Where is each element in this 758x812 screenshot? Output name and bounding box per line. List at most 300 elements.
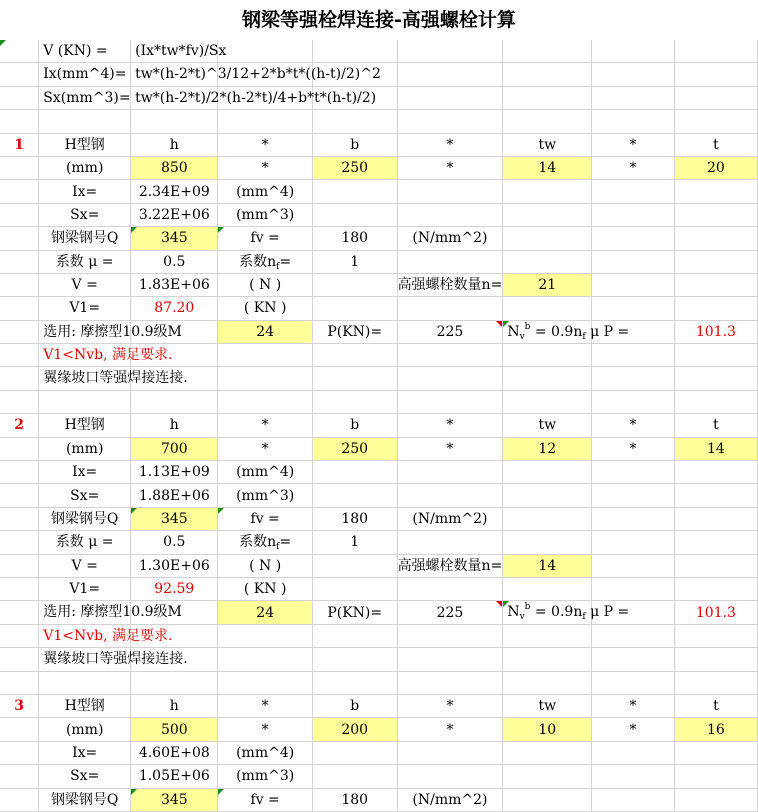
nvb-formula: $Nv^b = 0.9nf$ μ P = xyxy=(507,321,630,342)
bolt-count-label-text: 高强螺栓数量n= xyxy=(397,557,503,574)
sheet-title: 钢梁等强栓焊连接-高强螺栓计算 xyxy=(242,9,516,31)
fv-label-text: fv = xyxy=(250,230,280,247)
grid-cell xyxy=(503,110,592,133)
grid-row xyxy=(0,110,758,133)
grid-cell xyxy=(312,40,397,63)
star xyxy=(397,718,503,741)
steel-grade-label xyxy=(39,507,131,530)
star xyxy=(218,437,312,460)
h-value-cell[interactable] xyxy=(131,156,218,179)
weld-note: 翼缘坡口等强焊接连接. xyxy=(43,651,188,668)
grid-cell xyxy=(131,320,218,343)
grid-cell xyxy=(592,110,675,133)
tw-header xyxy=(503,414,592,437)
steel-grade-label xyxy=(39,227,131,250)
p-value xyxy=(397,320,503,343)
star-text: * xyxy=(446,698,454,715)
b-header-text: b xyxy=(350,417,360,434)
grid-cell xyxy=(397,577,503,600)
tw-value-cell[interactable] xyxy=(503,718,592,741)
nf-label: 系数nf= xyxy=(239,534,292,553)
bolt-size-cell[interactable] xyxy=(218,320,312,343)
ix-value-text: 4.60E+08 xyxy=(138,744,210,761)
fv-label-text: fv = xyxy=(250,511,280,527)
check-result: V1<Nvb, 满足要求. xyxy=(43,347,173,364)
grid-cell xyxy=(674,86,757,109)
grid-cell xyxy=(592,648,675,671)
sx-label-text: Sx= xyxy=(70,206,100,223)
grid-row xyxy=(0,718,758,741)
ix-value xyxy=(131,461,218,484)
ix-value-text: 2.34E+09 xyxy=(138,183,210,200)
grid-cell xyxy=(131,648,218,671)
sx-value xyxy=(131,484,218,507)
nvb-value xyxy=(674,601,757,624)
grid-cell xyxy=(312,86,397,109)
grid-cell xyxy=(312,110,397,133)
grid-row xyxy=(0,624,758,647)
nvb-cell xyxy=(503,601,630,624)
grid-cell xyxy=(131,86,377,109)
nvb-value xyxy=(674,320,757,343)
b-header-text: b xyxy=(350,698,360,715)
grid-cell xyxy=(218,671,312,694)
grid-cell xyxy=(674,531,757,554)
grid-cell xyxy=(0,40,39,63)
sx-label xyxy=(39,765,131,788)
section-label-text: H型钢 xyxy=(64,698,105,715)
grid-cell xyxy=(592,273,675,296)
star xyxy=(592,437,675,460)
grid-cell xyxy=(592,507,675,530)
nf-label-cell xyxy=(218,531,312,554)
grid-cell xyxy=(0,63,39,86)
star-text: * xyxy=(629,721,637,738)
star xyxy=(592,156,675,179)
comment-marker xyxy=(218,508,224,514)
b-value-cell[interactable] xyxy=(312,718,397,741)
grid-cell xyxy=(592,320,675,343)
unit-kn xyxy=(218,577,312,600)
select-label: 选用: 摩擦型10.9级M xyxy=(43,604,182,621)
grid-cell xyxy=(39,344,173,367)
h-value-cell-text: 850 xyxy=(160,160,188,177)
grid-cell xyxy=(0,437,39,460)
grid-cell xyxy=(0,741,39,764)
grid-cell xyxy=(674,461,757,484)
unit-mm-text: (mm) xyxy=(65,160,104,177)
unit-mm3 xyxy=(218,484,312,507)
grid-cell xyxy=(39,367,188,390)
grid-cell xyxy=(592,227,675,250)
unit-mm xyxy=(39,718,131,741)
grid-cell xyxy=(131,367,218,390)
grid-cell xyxy=(503,250,592,273)
ix-value xyxy=(131,741,218,764)
star xyxy=(397,437,503,460)
fv-value-text: 180 xyxy=(341,511,369,527)
grid-cell xyxy=(0,367,39,390)
h-header-text: h xyxy=(169,136,179,153)
formula-v-expr: (Ix*tw*fv)/Sx xyxy=(135,43,227,59)
tw-header xyxy=(503,694,592,717)
grid-cell xyxy=(397,648,503,671)
grid-cell xyxy=(674,250,757,273)
grid-cell xyxy=(312,63,397,86)
grid-cell xyxy=(674,203,757,226)
bolt-size-cell-text: 24 xyxy=(256,604,275,621)
formula-v-label: V (KN) = xyxy=(43,43,108,59)
t-header-text: t xyxy=(713,698,719,715)
grid-cell xyxy=(674,344,757,367)
comment-marker xyxy=(496,601,502,607)
comment-marker xyxy=(131,227,137,233)
unit-mm4 xyxy=(218,180,312,203)
tw-value-cell[interactable] xyxy=(503,156,592,179)
bolt-count-cell-text: 14 xyxy=(538,557,557,574)
grid-cell xyxy=(0,273,39,296)
steel-grade-cell[interactable] xyxy=(131,788,218,811)
grid-cell xyxy=(503,63,592,86)
sx-label-text: Sx= xyxy=(70,487,100,504)
grid-cell xyxy=(397,624,503,647)
p-value-text: 225 xyxy=(436,604,464,621)
grid-row xyxy=(0,671,758,694)
unit-mm4-text: (mm^4) xyxy=(236,744,295,761)
comment-marker xyxy=(131,789,137,795)
grid-cell xyxy=(503,344,592,367)
v1-label-text: V1= xyxy=(69,581,101,598)
grid-row xyxy=(0,484,758,507)
grid-cell xyxy=(0,180,39,203)
grid-cell xyxy=(0,461,39,484)
unit-n-text: ( N ) xyxy=(249,277,282,294)
grid-row xyxy=(0,741,758,764)
grid-cell xyxy=(592,531,675,554)
unit-mm4 xyxy=(218,741,312,764)
steel-grade-label xyxy=(39,788,131,811)
grid-cell xyxy=(592,63,675,86)
grid-cell xyxy=(312,344,397,367)
star xyxy=(397,414,503,437)
grid-row xyxy=(0,390,758,413)
star-text: * xyxy=(629,698,637,715)
star xyxy=(397,694,503,717)
formula-ix-label: Ix(mm^4)= xyxy=(43,66,127,83)
mu-value xyxy=(131,250,218,273)
bolt-count-label xyxy=(397,554,503,577)
grid-cell xyxy=(0,601,39,624)
sx-label xyxy=(39,484,131,507)
p-value-text: 225 xyxy=(436,323,464,340)
nvb-cell xyxy=(503,320,630,343)
grid-cell xyxy=(39,110,131,133)
grid-cell xyxy=(0,390,39,413)
grid-cell xyxy=(674,741,757,764)
grid-cell xyxy=(131,624,218,647)
star-text: * xyxy=(629,160,637,177)
grid-cell xyxy=(397,461,503,484)
grid-cell xyxy=(674,180,757,203)
t-value-cell[interactable] xyxy=(674,718,757,741)
grid-row xyxy=(0,648,758,671)
fv-label xyxy=(218,227,312,250)
grid-cell xyxy=(312,180,397,203)
grid-cell xyxy=(39,624,173,647)
grid-cell xyxy=(39,40,131,63)
grid-cell xyxy=(0,507,39,530)
fv-value xyxy=(312,227,397,250)
bolt-size-cell[interactable] xyxy=(218,601,312,624)
sx-value xyxy=(131,765,218,788)
b-header-text: b xyxy=(350,136,360,153)
tw-header xyxy=(503,133,592,156)
grid-cell xyxy=(0,671,39,694)
grid-cell xyxy=(503,531,592,554)
grid-cell xyxy=(0,227,39,250)
section-label xyxy=(39,694,131,717)
sx-label-text: Sx= xyxy=(70,768,100,785)
grid-row xyxy=(0,601,758,624)
grid-cell xyxy=(218,40,312,63)
nf-value-text: 1 xyxy=(350,534,360,551)
b-header xyxy=(312,414,397,437)
section-label xyxy=(39,133,131,156)
grid-row xyxy=(0,86,758,109)
grid-cell xyxy=(503,507,592,530)
h-header xyxy=(131,133,218,156)
tw-value-cell-text: 14 xyxy=(538,160,557,177)
grid-cell xyxy=(312,624,397,647)
grid-row xyxy=(0,203,758,226)
grid-cell xyxy=(503,86,592,109)
grid-cell xyxy=(397,297,503,320)
grid-cell xyxy=(131,390,218,413)
grid-cell xyxy=(397,63,503,86)
grid-cell xyxy=(312,554,397,577)
grid-cell xyxy=(503,624,592,647)
grid-cell xyxy=(592,671,675,694)
grid-row xyxy=(0,344,758,367)
star-text: * xyxy=(261,721,269,738)
grid-cell xyxy=(592,250,675,273)
star-text: * xyxy=(261,440,269,457)
star-text: * xyxy=(261,136,269,153)
v-value xyxy=(131,554,218,577)
grid-cell xyxy=(592,203,675,226)
select-label: 选用: 摩擦型10.9级M xyxy=(43,323,182,340)
tw-value-cell[interactable] xyxy=(503,437,592,460)
unit-n xyxy=(218,554,312,577)
nvb-value-text: 101.3 xyxy=(695,604,736,621)
star xyxy=(592,718,675,741)
h-value-cell[interactable] xyxy=(131,437,218,460)
b-value-cell-text: 200 xyxy=(341,721,369,738)
weld-note: 翼缘坡口等强焊接连接. xyxy=(43,370,188,387)
grid-cell xyxy=(218,86,312,109)
grid-cell xyxy=(503,765,592,788)
v-value-text: 1.30E+06 xyxy=(138,557,210,574)
grid-cell xyxy=(39,86,131,109)
b-value-cell-text: 250 xyxy=(341,440,369,457)
mu-label xyxy=(39,250,131,273)
steel-grade-label-text: 钢梁钢号Q xyxy=(50,511,119,527)
ix-value-text: 1.13E+09 xyxy=(138,464,210,481)
p-label-text: P(KN)= xyxy=(327,604,383,621)
grid-cell xyxy=(0,320,39,343)
steel-grade-cell-text: 345 xyxy=(160,511,188,527)
p-value xyxy=(397,601,503,624)
sx-value-text: 3.22E+06 xyxy=(138,206,210,223)
t-value-cell-text: 20 xyxy=(707,160,725,177)
unit-n-text: ( N ) xyxy=(249,557,282,574)
comment-marker xyxy=(218,789,224,795)
ix-label-text: Ix= xyxy=(72,464,98,481)
grid-cell xyxy=(39,671,131,694)
bolt-count-cell-text: 21 xyxy=(538,277,557,294)
bolt-size-cell-text: 24 xyxy=(256,323,275,340)
grid-cell xyxy=(0,484,39,507)
grid-cell xyxy=(592,390,675,413)
nf-value-text: 1 xyxy=(350,253,360,270)
ix-label xyxy=(39,180,131,203)
unit-mm-text: (mm) xyxy=(65,721,104,738)
ix-label-text: Ix= xyxy=(72,744,98,761)
star-text: * xyxy=(629,417,637,434)
grid-cell xyxy=(674,40,757,63)
nf-label-cell xyxy=(218,250,312,273)
comment-marker xyxy=(0,40,6,46)
grid-cell xyxy=(0,156,39,179)
grid-row xyxy=(0,531,758,554)
star xyxy=(592,694,675,717)
grid-cell xyxy=(397,180,503,203)
tw-header-text: tw xyxy=(538,698,557,715)
grid-cell xyxy=(397,671,503,694)
nvb-value-text: 101.3 xyxy=(695,323,736,340)
v-label xyxy=(39,273,131,296)
grid-cell xyxy=(312,671,397,694)
grid-cell xyxy=(503,671,592,694)
grid-row xyxy=(0,765,758,788)
grid-cell xyxy=(218,367,312,390)
grid-cell xyxy=(674,788,757,811)
t-value-cell-text: 14 xyxy=(707,440,725,457)
grid-row xyxy=(0,437,758,460)
grid-cell xyxy=(503,40,592,63)
grid-cell xyxy=(312,273,397,296)
grid-row xyxy=(0,156,758,179)
star-text: * xyxy=(261,417,269,434)
bolt-count-label-text: 高强螺栓数量n= xyxy=(397,277,503,294)
formula-sx-label: Sx(mm^3)= xyxy=(43,89,131,106)
t-value-cell[interactable] xyxy=(674,156,757,179)
h-value-cell-text: 700 xyxy=(160,440,188,457)
grid-cell xyxy=(218,63,312,86)
b-value-cell[interactable] xyxy=(312,156,397,179)
grid-cell xyxy=(503,648,592,671)
grid-cell xyxy=(0,577,39,600)
steel-grade-cell-text: 345 xyxy=(160,791,188,808)
b-value-cell[interactable] xyxy=(312,437,397,460)
h-value-cell[interactable] xyxy=(131,718,218,741)
unit-nmm2 xyxy=(397,227,503,250)
fv-value-text: 180 xyxy=(341,791,369,808)
t-header xyxy=(674,414,757,437)
steel-grade-cell[interactable] xyxy=(131,507,218,530)
grid-row xyxy=(0,577,758,600)
grid-cell xyxy=(503,367,592,390)
grid-cell xyxy=(397,484,503,507)
grid-cell xyxy=(503,741,592,764)
steel-grade-label-text: 钢梁钢号Q xyxy=(50,230,119,247)
v1-value-text: 87.20 xyxy=(154,300,195,317)
grid-cell xyxy=(397,250,503,273)
star xyxy=(218,718,312,741)
fv-value xyxy=(312,788,397,811)
grid-cell xyxy=(131,40,227,63)
grid-cell xyxy=(592,344,675,367)
grid-cell xyxy=(674,390,757,413)
grid-row xyxy=(0,320,758,343)
grid-cell xyxy=(0,110,39,133)
grid-cell xyxy=(131,601,218,624)
grid-row xyxy=(0,297,758,320)
b-header xyxy=(312,694,397,717)
grid-cell xyxy=(0,718,39,741)
grid-cell xyxy=(397,741,503,764)
v1-label-text: V1= xyxy=(69,300,101,317)
bolt-count-cell[interactable] xyxy=(503,554,592,577)
mu-value-text: 0.5 xyxy=(163,253,186,270)
grid-cell xyxy=(312,297,397,320)
grid-cell xyxy=(312,461,397,484)
ix-label-text: Ix= xyxy=(72,183,98,200)
grid-cell xyxy=(397,203,503,226)
grid-row xyxy=(0,367,758,390)
h-value-cell-text: 500 xyxy=(160,721,188,738)
grid-cell xyxy=(674,110,757,133)
formula-sx-expr: tw*(h-2*t)/2*(h-2*t)/4+b*t*(h-t)/2) xyxy=(135,89,377,106)
grid-cell xyxy=(312,484,397,507)
t-value-cell[interactable] xyxy=(674,437,757,460)
star-text: * xyxy=(446,440,454,457)
grid-row xyxy=(0,554,758,577)
grid-cell xyxy=(312,765,397,788)
bolt-count-cell[interactable] xyxy=(503,273,592,296)
unit-mm4 xyxy=(218,461,312,484)
unit-kn-text: ( KN ) xyxy=(243,300,287,317)
grid-cell xyxy=(312,367,397,390)
group-index xyxy=(0,694,39,717)
grid-cell xyxy=(397,40,503,63)
unit-nmm2 xyxy=(397,788,503,811)
grid-cell xyxy=(312,577,397,600)
mu-label-text: 系数 μ = xyxy=(55,253,114,270)
mu-label xyxy=(39,531,131,554)
star xyxy=(397,133,503,156)
steel-grade-cell[interactable] xyxy=(131,227,218,250)
h-header-text: h xyxy=(169,417,179,434)
grid-row xyxy=(0,273,758,296)
tw-header-text: tw xyxy=(538,417,557,434)
unit-mm3-text: (mm^3) xyxy=(236,768,295,785)
grid-cell xyxy=(218,624,312,647)
nf-value xyxy=(312,250,397,273)
star xyxy=(592,133,675,156)
t-header-text: t xyxy=(713,417,719,434)
star-text: * xyxy=(446,160,454,177)
